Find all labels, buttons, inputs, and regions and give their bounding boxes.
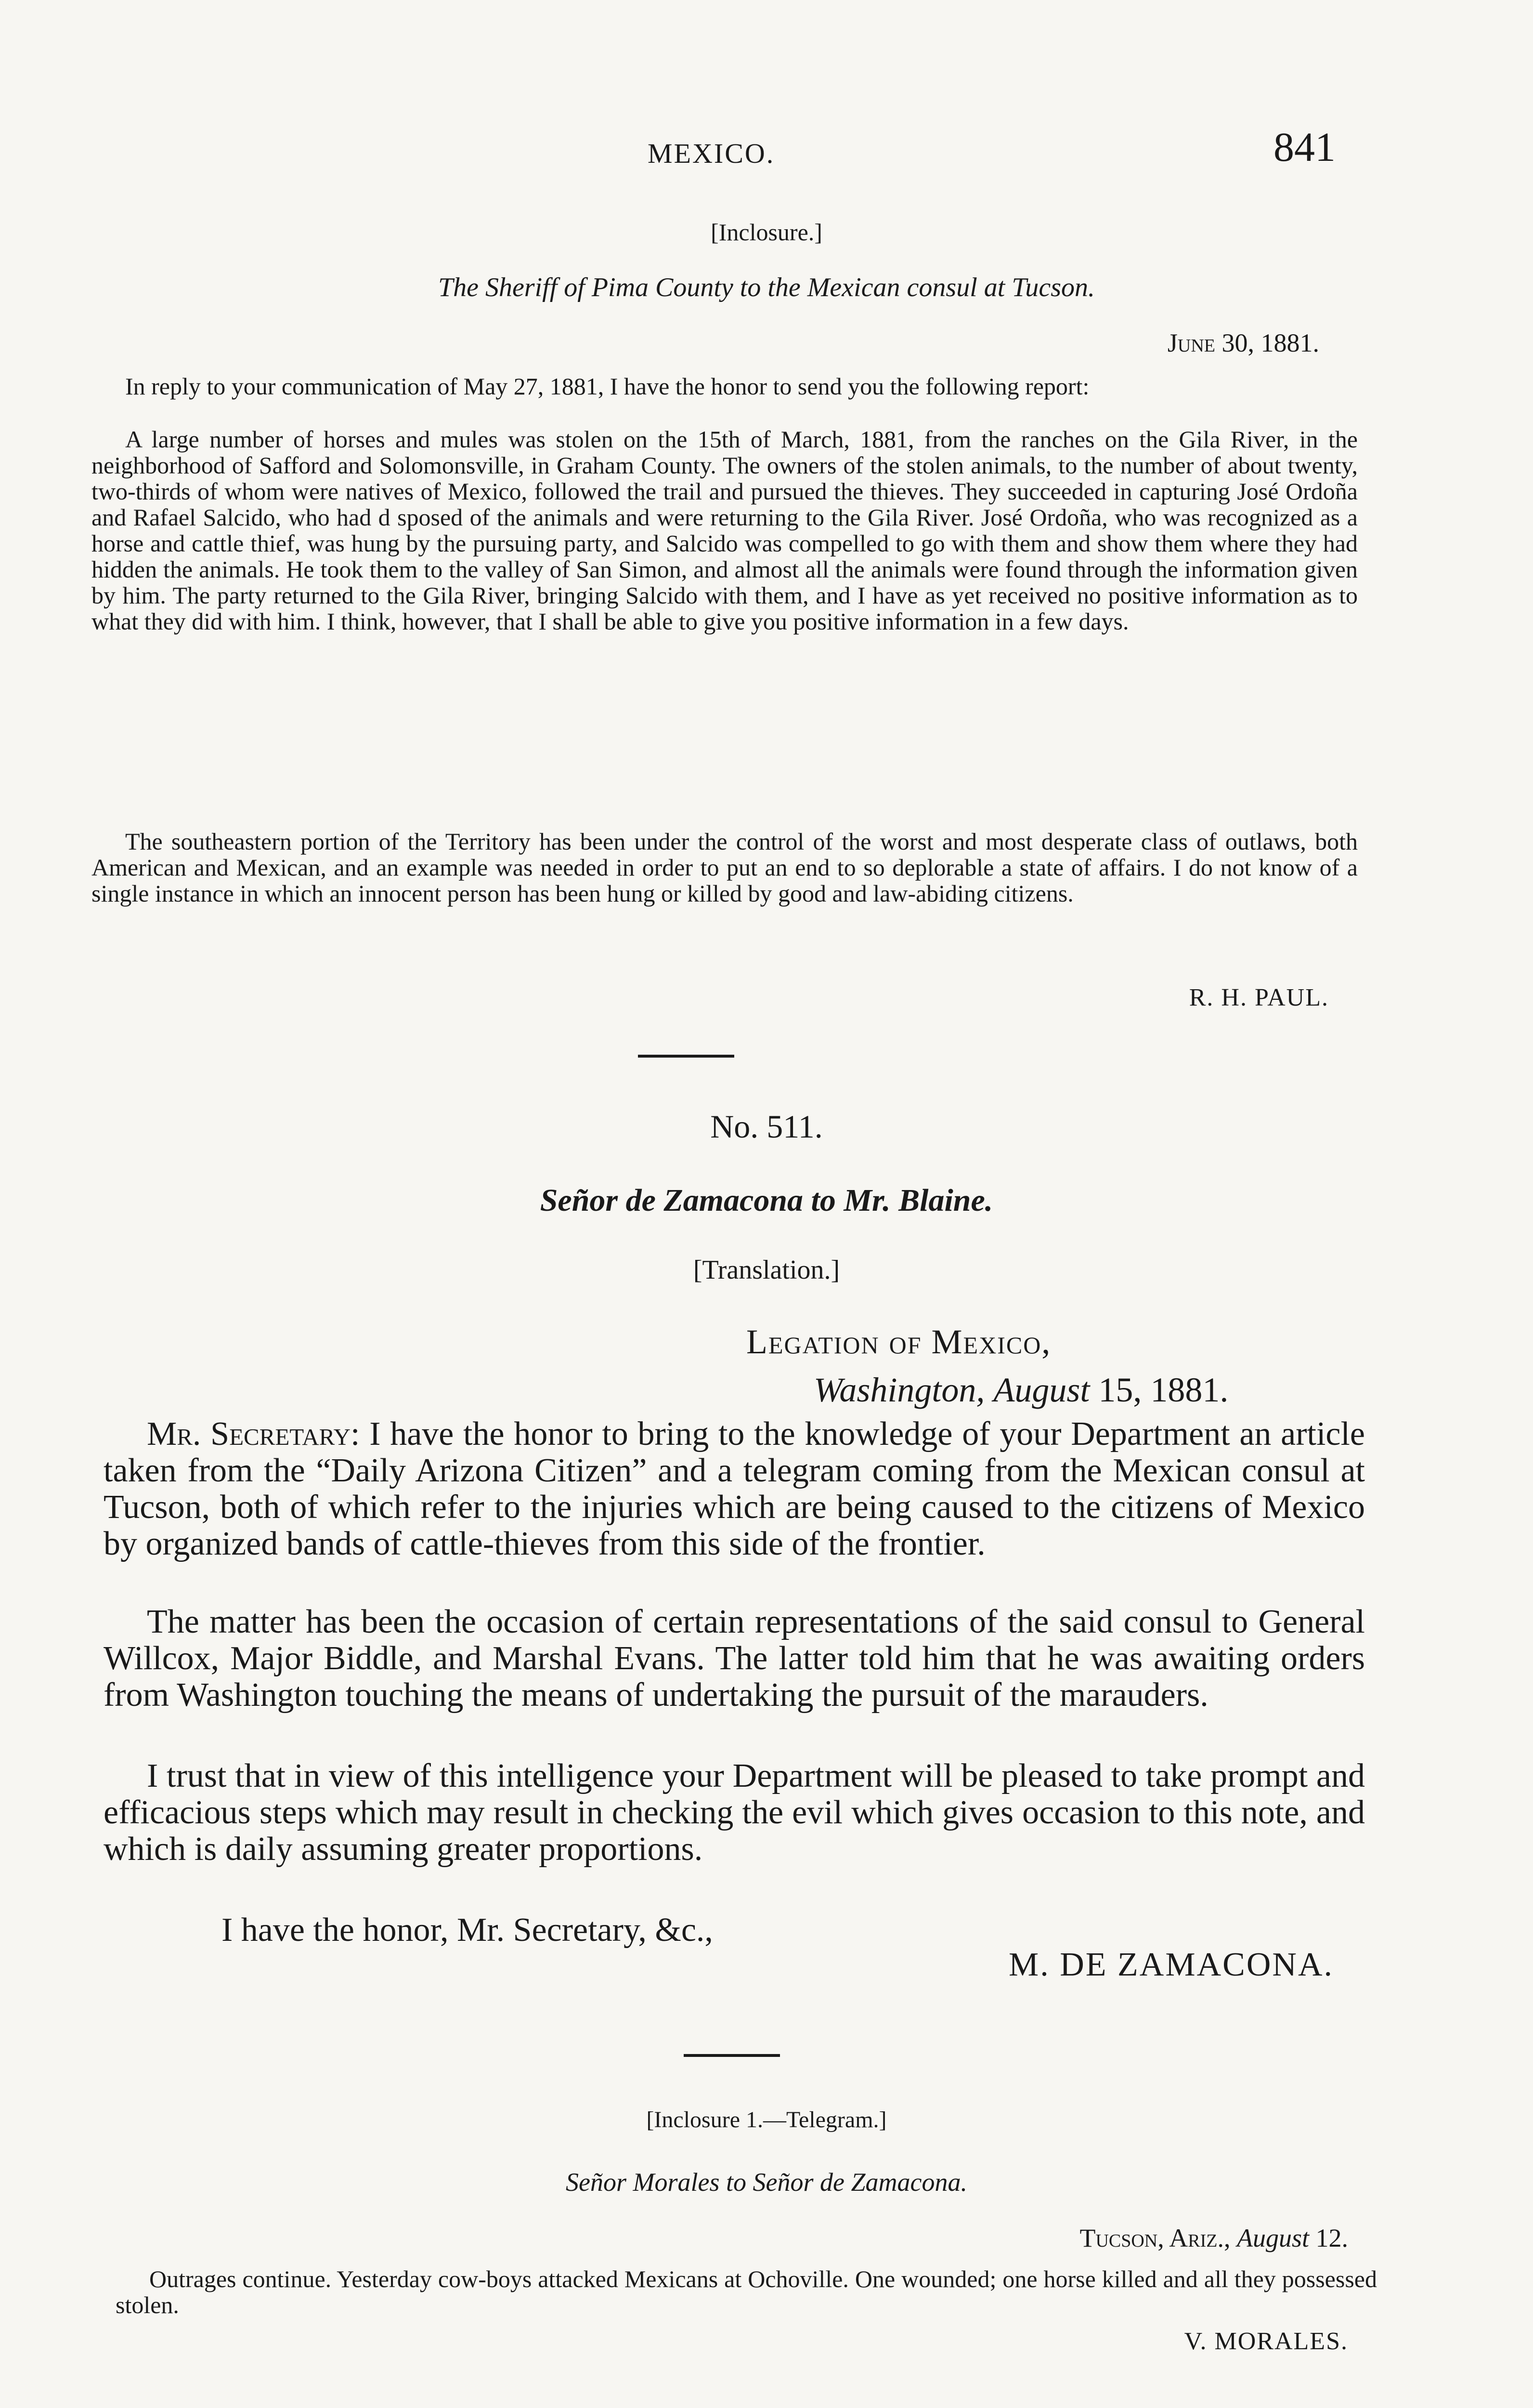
telegram-day: 12. bbox=[1315, 2224, 1348, 2252]
telegram-date bbox=[0, 2225, 1348, 2251]
date-rest: 15, 1881. bbox=[1098, 1371, 1229, 1409]
paragraph-text: I have the honor to bring to the knowledge of your Department an article taken from the “Daily Arizona Citizen” and a telegram coming from the Mexican consul at Tucson, both of which refer to the injuries which are being caused to the citizens of Mexico by organized bands of cattle-thieves from this side of the frontier. bbox=[104, 1415, 1365, 1562]
paragraph: A large number of horses and mules was stolen on the 15th of March, 1881, from the ranches on the Gila River, in the neighborhood of Safford and Solomonsville, in Graham County. The owners of the stolen animals, to the number of about twenty, two-thirds of whom were natives of Mexico, followed the trail and pursued the thieves. They succeeded in capturing José Ordoña and Rafael Salcido, who had d sposed of the animals and were returning to the Gila River. José Ordoña, who was recognized as a horse and cattle thief, was hung by the pursuing party, and Salcido was compelled to go with them and show them where they had hidden the animals. He took them to the valley of San Simon, and almost all the animals were found through the information given by him. The party returned to the Gila River, bringing Salcido with them, and I have as yet received no positive information as to what they did with him. I think, however, that I shall be able to give you positive information in a few days. bbox=[91, 426, 1358, 635]
paragraph: The southeastern portion of the Territory has been under the control of the worst and most desperate class of outlaws, both American and Mexican, and an example was needed in order to put an end to so deplorable a state of affairs. I do not know of a single instance in which an innocent person has been hung or killed by good and law-abiding citizens. bbox=[91, 828, 1358, 907]
signature: R. H. PAUL. bbox=[1189, 984, 1329, 1011]
translation-label: [Translation.] bbox=[693, 1255, 840, 1285]
telegram-month: August bbox=[1236, 2224, 1309, 2252]
paragraph: The matter has been the occasion of certain representations of the said consul to General Willcox, Major Biddle, and Marshal Evans. The latter told him that he was awaiting orders from Washington touching the means of undertaking the pursuit of the marauders. bbox=[104, 1603, 1365, 1714]
divider bbox=[684, 2054, 780, 2057]
page-number: 841 bbox=[1273, 124, 1336, 170]
telegram-title: Señor Morales to Señor de Zamacona. bbox=[566, 2168, 967, 2197]
date-month: August bbox=[993, 1371, 1090, 1409]
closing-line: I have the honor, Mr. Secretary, &c., bbox=[221, 1911, 713, 1949]
paragraph: In reply to your communication of May 27, 1881, I have the honor to send you the following report: bbox=[125, 373, 1090, 400]
paragraph: I trust that in view of this intelligence your Department will be pleased to take prompt and efficacious steps which may result in checking the evil which gives occasion to this note, and which is daily assuming greater proportions. bbox=[104, 1757, 1365, 1868]
legation-line: Legation of Mexico, bbox=[746, 1322, 1052, 1361]
date-place: Washington, bbox=[814, 1371, 985, 1409]
inclosure-label: [Inclosure.] bbox=[711, 219, 822, 246]
letter-date: June 30, 1881. bbox=[1167, 328, 1319, 357]
telegram-place: Tucson, Ariz., bbox=[1079, 2224, 1231, 2252]
signature: V. MORALES. bbox=[1184, 2328, 1348, 2355]
letter-title: Señor de Zamacona to Mr. Blaine. bbox=[540, 1183, 993, 1218]
inclosure-label: [Inclosure 1.—Telegram.] bbox=[646, 2107, 887, 2133]
document-number: No. 511. bbox=[710, 1108, 823, 1145]
letter-title: The Sheriff of Pima County to the Mexican consul at Tucson. bbox=[438, 273, 1095, 302]
running-title: MEXICO. bbox=[648, 138, 775, 169]
telegram-text: Outrages continue. Yesterday cow-boys attacked Mexicans at Ochoville. One wounded; one horse killed and all they possessed stolen. bbox=[116, 2265, 1377, 2318]
signature: M. DE ZAMACONA. bbox=[1009, 1946, 1334, 1983]
divider bbox=[638, 1055, 734, 1058]
letter-date bbox=[814, 1370, 1228, 1410]
paragraph bbox=[104, 1416, 1365, 1562]
salutation: Mr. Secretary: bbox=[147, 1415, 360, 1453]
